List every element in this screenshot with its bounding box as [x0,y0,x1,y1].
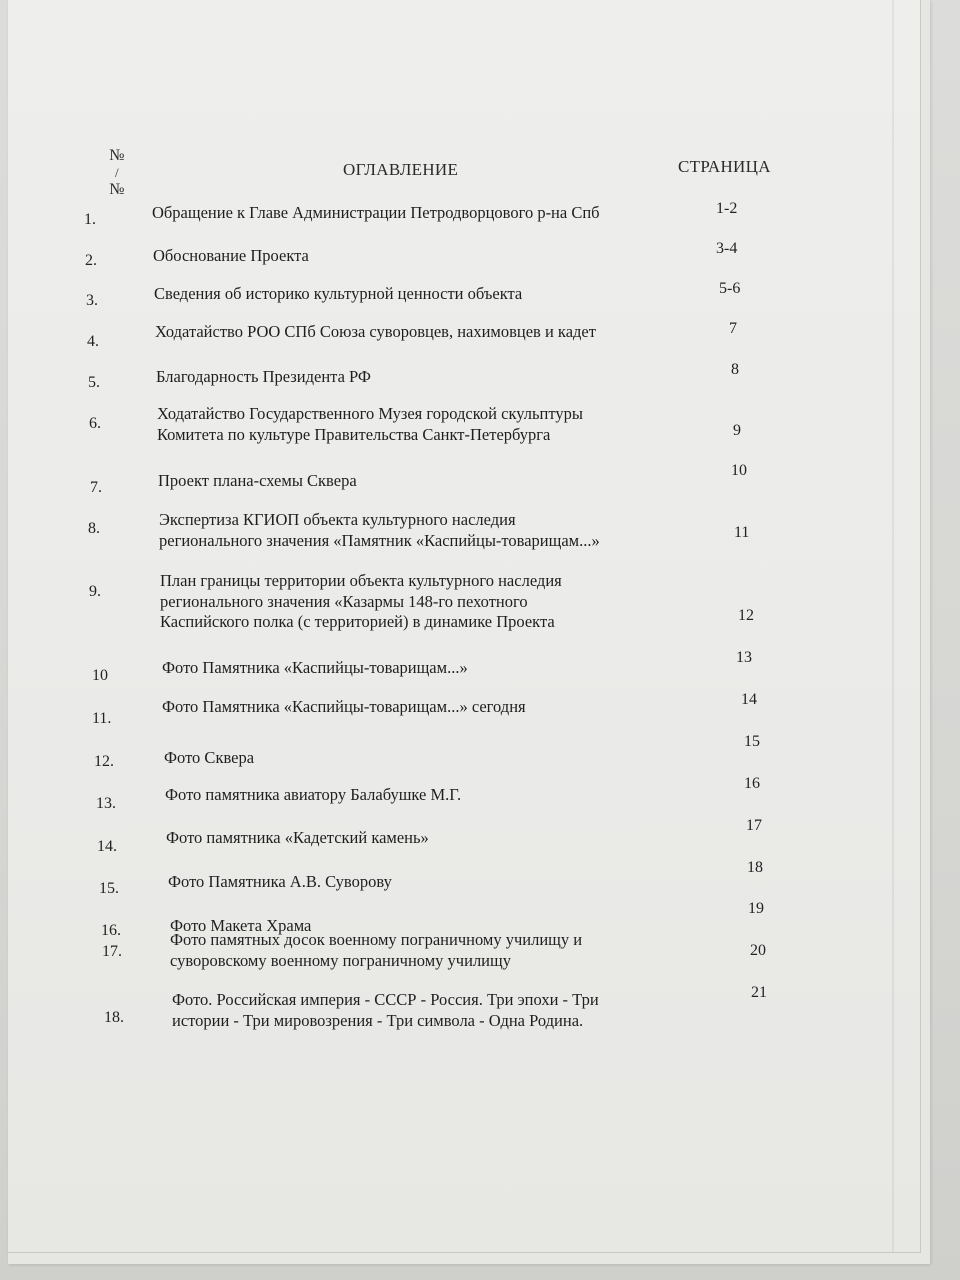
entry-title-line: Фото Макета Храма [170,916,312,935]
entry-title [166,828,429,849]
entry-number: 17. [102,943,122,960]
entry-title-line: Фото памятных досок военному пограничному училищу и [170,930,583,949]
entry-number: 4. [87,333,99,350]
entry-number: 2. [85,252,97,269]
entry-title [172,990,599,1031]
entry-title-line: Фото Памятника А.В. Суворову [168,872,392,891]
entry-title [155,322,596,343]
entry-title-line: Обоснование Проекта [153,246,309,265]
entry-title-line: Сведения об историко культурной ценности объекта [154,284,523,303]
number-header-line: / [115,165,119,180]
entry-title [162,658,468,679]
toc-title: ОГЛАВЛЕНИЕ [343,160,459,179]
entry-title-line: Благодарность Президента РФ [156,367,371,386]
entry-title-line: Фото Сквера [164,748,255,767]
entry-number: 3. [86,292,98,309]
entry-title-line: Экспертиза КГИОП объекта культурного наследия [159,510,516,529]
entry-page: 12 [738,607,754,624]
entry-title [162,697,526,718]
entry-number: 15. [99,880,119,897]
entry-page: 16 [744,775,760,792]
entry-number: 13. [96,795,116,812]
entry-page: 1-2 [716,200,738,217]
entry-title [168,872,392,893]
entry-title [165,785,461,806]
entry-page: 20 [750,942,766,959]
entry-number: 10 [92,667,108,684]
entry-number: 11. [92,710,112,727]
entry-number: 5. [88,374,100,391]
entry-title-line: регионального значения «Памятник «Каспийцы-товарищам...» [159,530,600,550]
entry-title-line: Проект плана-схемы Сквера [158,471,357,490]
entry-number: 9. [89,583,101,600]
number-header-line: № [109,181,125,198]
entry-title-line: Ходатайство Государственного Музея городской скульптуры [157,404,583,423]
entry-number: 16. [101,922,121,939]
entry-title [160,571,562,633]
entry-page: 17 [746,817,762,834]
entry-title [170,930,582,971]
entry-page: 19 [748,900,764,917]
number-column-header [100,146,134,200]
entry-title-line: истории - Три мировозрения - Три символа - Одна Родина. [172,1010,584,1030]
entry-page: 7 [729,320,737,337]
entry-number: 14. [97,838,117,855]
entry-title [157,404,583,445]
entry-title-line: Фото Памятника «Каспийцы-товарищам...» [162,658,468,677]
entry-page: 10 [731,462,747,479]
entry-page: 3-4 [716,240,738,257]
entry-title-line: План границы территории объекта культурного наследия [160,571,562,590]
entry-title [159,510,600,551]
page-column-header: СТРАНИЦА [678,157,771,176]
entry-title [164,748,254,769]
entry-title-line: Обращение к Главе Администрации Петродворцового р-на Спб [152,203,600,222]
entry-title [152,203,600,224]
entry-page: 11 [734,524,750,541]
entry-title [156,367,371,388]
entry-title-line: Ходатайство РОО СПб Союза суворовцев, нахимовцев и кадет [155,322,596,341]
entry-title-line: Фото Памятника «Каспийцы-товарищам...» сегодня [162,697,526,716]
entry-title-line: Фото памятника «Кадетский камень» [166,828,429,847]
entry-page: 9 [733,422,741,439]
entry-title [158,471,357,492]
entry-number: 1. [84,211,96,228]
entry-number: 7. [90,479,102,496]
entry-title-line: суворовскому военному пограничному училищу [170,950,511,970]
number-header-line: № [109,147,125,164]
entry-page: 21 [751,984,767,1001]
entry-page: 13 [736,649,752,666]
entry-page: 18 [747,859,763,876]
entry-title-line: Комитета по культуре Правительства Санкт-Петербурга [157,424,551,444]
entry-title [153,246,309,267]
entry-title-line: Фото памятника авиатору Балабушке М.Г. [165,785,462,804]
entry-page: 14 [741,691,757,708]
entry-title [154,284,522,305]
entry-title-line: Фото. Российская империя - СССР - Россия. Три эпохи - Три [172,990,599,1009]
entry-title-line: Каспийского полка (с территорией) в динамике Проекта [160,612,555,631]
entry-page: 5-6 [719,280,741,297]
entry-number: 6. [89,415,101,432]
entry-number: 8. [88,520,100,537]
entry-number: 18. [104,1009,124,1026]
entry-page: 15 [744,733,760,750]
entry-page: 8 [731,361,739,378]
entry-title-line: регионального значения «Казармы 148-го пехотного [160,591,528,611]
entry-number: 12. [94,753,114,770]
